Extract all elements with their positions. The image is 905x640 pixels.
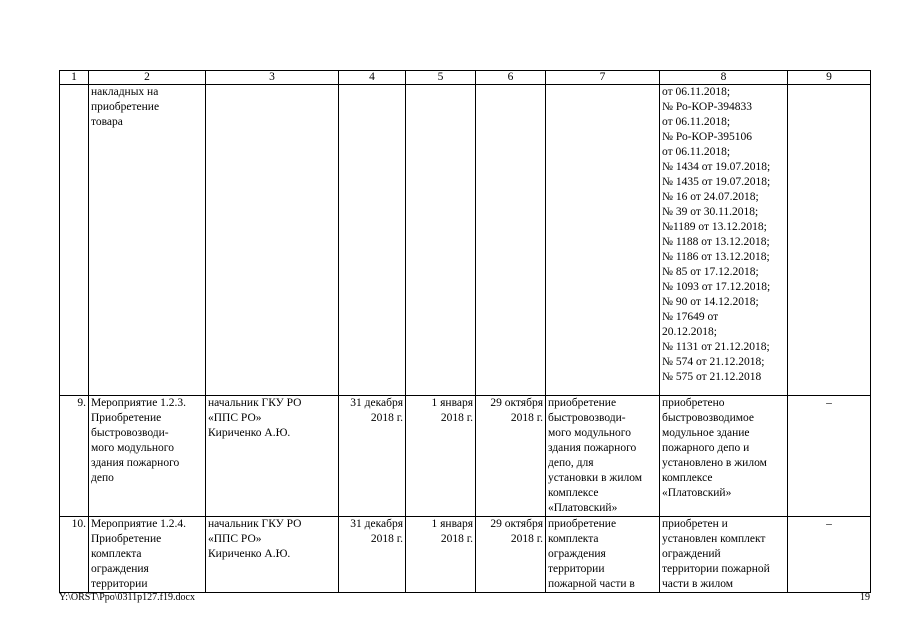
header-row [60,71,871,85]
plan-start-cell [339,85,406,396]
note-cell: – [788,517,871,593]
footer-file-path: Y:\ORST\Ppo\0311p127.f19.docx [59,592,195,603]
result-plan-cell [546,85,660,396]
header-cell: 4 [339,71,406,85]
header-cell: 8 [660,71,788,85]
table-row [60,85,871,396]
responsible-cell: начальник ГКУ РО «ППС РО» Кириченко А.Ю. [206,517,339,593]
row-number: 9. [60,396,89,517]
plan-start-cell: 31 декабря 2018 г. [339,517,406,593]
actual-date-cell [476,85,546,396]
result-plan-cell: приобретение быстровозводи- мого модульного здания пожарного депо, для установки в жилом комплексе «Платовский» [546,396,660,517]
result-actual-cell: приобретен и установлен комплект ограждений территории пожарной части в жилом [660,517,788,593]
header-cell: 9 [788,71,871,85]
table-row [60,396,871,517]
header-cell: 3 [206,71,339,85]
responsible-cell: начальник ГКУ РО «ППС РО» Кириченко А.Ю. [206,396,339,517]
header-cell: 7 [546,71,660,85]
header-cell: 6 [476,71,546,85]
plan-start-cell: 31 декабря 2018 г. [339,396,406,517]
page-number: 19 [860,592,870,603]
actual-date-cell: 29 октября 2018 г. [476,396,546,517]
plan-end-cell: 1 января 2018 г. [406,396,476,517]
note-cell [788,85,871,396]
note-cell: – [788,396,871,517]
header-cell: 1 [60,71,89,85]
plan-end-cell [406,85,476,396]
event-cell: накладных на приобретение товара [89,85,206,396]
table-row [60,517,871,593]
result-actual-cell: от 06.11.2018; № Ро-КОР-394833 от 06.11.2018; № Ро-КОР-395106 от 06.11.2018; № 1434 от 19.07.2018; № 1435 от 19.07.2018; № 16 от 24.07.2018; № 39 от 30.11.2018; №1189 от 13.12.2018; № 1188 от 13.12.2018; № 1186 от 13.12.2018; № 85 от 17.12.2018; № 1093 от 17.12.2018; № 90 от 14.12.2018; № 17649 от 20.12.2018; № 1131 от 21.12.2018; № 574 от 21.12.2018; № 575 от 21.12.2018 [660,85,788,396]
plan-end-cell: 1 января 2018 г. [406,517,476,593]
document-table [59,70,871,593]
event-cell: Мероприятие 1.2.3. Приобретение быстровозводи- мого модульного здания пожарного депо [89,396,206,517]
responsible-cell [206,85,339,396]
row-number: 10. [60,517,89,593]
result-plan-cell: приобретение комплекта ограждения территории пожарной части в [546,517,660,593]
row-number [60,85,89,396]
header-cell: 2 [89,71,206,85]
event-cell: Мероприятие 1.2.4. Приобретение комплекта ограждения территории [89,517,206,593]
header-cell: 5 [406,71,476,85]
actual-date-cell: 29 октября 2018 г. [476,517,546,593]
result-actual-cell: приобретено быстровозводимое модульное здание пожарного депо и установлено в жилом комплексе «Платовский» [660,396,788,517]
